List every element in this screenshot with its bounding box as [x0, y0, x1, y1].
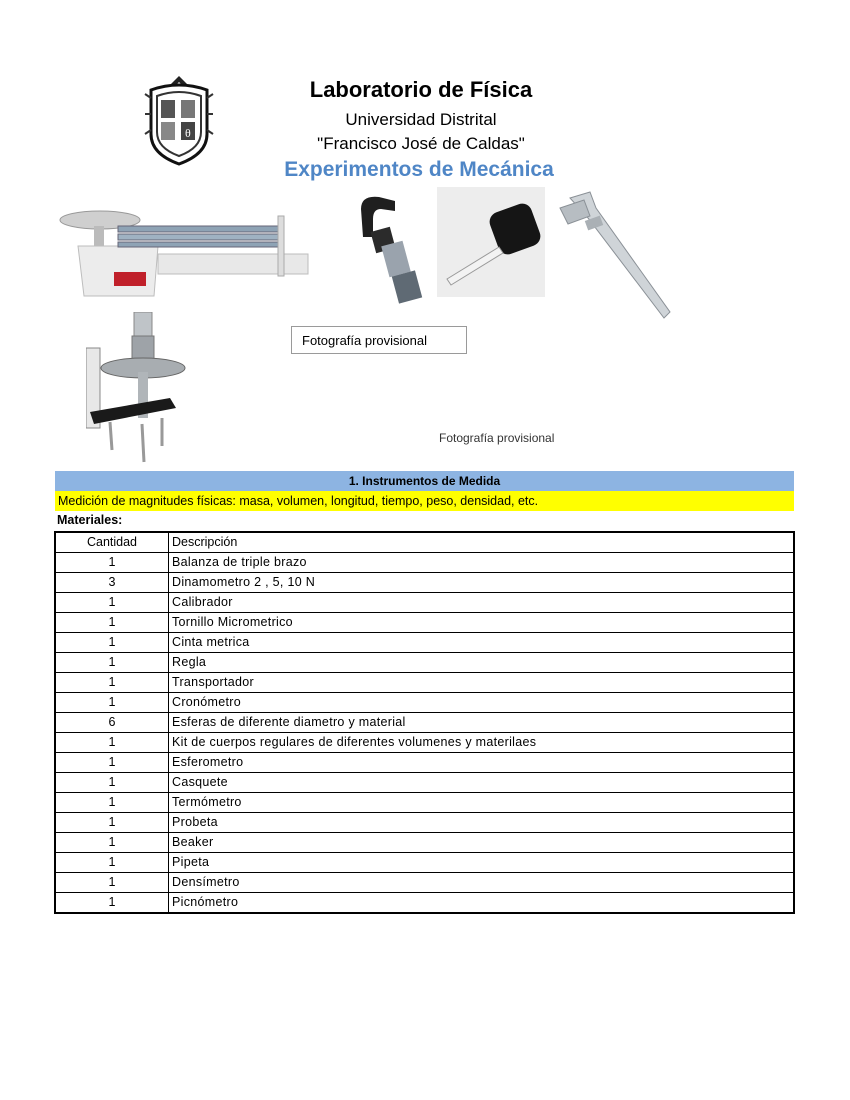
table-row — [55, 553, 794, 573]
quantity-cell: 1 — [55, 873, 169, 893]
table-row — [55, 713, 794, 733]
description-cell: Cinta metrica — [169, 633, 795, 653]
table-row — [55, 573, 794, 593]
table-row — [55, 793, 794, 813]
table-row — [55, 653, 794, 673]
table-row — [55, 773, 794, 793]
description-cell: Beaker — [169, 833, 795, 853]
table-row — [55, 733, 794, 753]
description-cell: Dinamometro 2 , 5, 10 N — [169, 573, 795, 593]
page-title: Laboratorio de Física — [309, 77, 533, 102]
quantity-cell: 1 — [55, 673, 169, 693]
quantity-cell: 3 — [55, 573, 169, 593]
quantity-cell: 1 — [55, 553, 169, 573]
table-row — [55, 673, 794, 693]
micrometer-image — [355, 193, 435, 307]
quantity-cell: 1 — [55, 693, 169, 713]
quantity-cell: 1 — [55, 893, 169, 914]
description-cell: Casquete — [169, 773, 795, 793]
quantity-cell: 1 — [55, 813, 169, 833]
quantity-cell: 1 — [55, 593, 169, 613]
table-row — [55, 753, 794, 773]
table-row — [55, 893, 794, 914]
university-line: Universidad Distrital — [345, 110, 497, 129]
caliper-image — [556, 188, 684, 322]
description-cell: Balanza de triple brazo — [169, 553, 795, 573]
quantity-cell: 1 — [55, 833, 169, 853]
quantity-cell: 1 — [55, 653, 169, 673]
quantity-cell: 1 — [55, 733, 169, 753]
column-header-quantity: Cantidad — [55, 532, 169, 553]
materials-label: Materiales: — [57, 513, 123, 527]
table-row — [55, 613, 794, 633]
table-header-row — [55, 532, 794, 553]
description-cell: Regla — [169, 653, 795, 673]
table-row — [55, 873, 794, 893]
quantity-cell: 1 — [55, 773, 169, 793]
description-cell: Picnómetro — [169, 893, 795, 914]
quantity-cell: 1 — [55, 633, 169, 653]
spherometer-image — [86, 312, 186, 466]
table-row — [55, 813, 794, 833]
table-row — [55, 693, 794, 713]
table-row — [55, 833, 794, 853]
table-row — [55, 853, 794, 873]
description-cell: Calibrador — [169, 593, 795, 613]
section-description: Medición de magnitudes físicas: masa, volumen, longitud, tiempo, peso, densidad, etc. — [55, 491, 794, 511]
description-cell: Termómetro — [169, 793, 795, 813]
column-header-description: Descripción — [169, 532, 795, 553]
university-name-line: "Francisco José de Caldas" — [317, 134, 525, 153]
photo-placeholder-box: Fotografía provisional — [291, 326, 467, 354]
description-cell: Esferas de diferente diametro y material — [169, 713, 795, 733]
description-cell: Esferometro — [169, 753, 795, 773]
svg-text:θ: θ — [185, 126, 191, 140]
quantity-cell: 1 — [55, 753, 169, 773]
quantity-cell: 6 — [55, 713, 169, 733]
materials-table — [54, 531, 795, 914]
quantity-cell: 1 — [55, 793, 169, 813]
description-cell: Pipeta — [169, 853, 795, 873]
description-cell: Tornillo Micrometrico — [169, 613, 795, 633]
description-cell: Kit de cuerpos regulares de diferentes volumenes y materilaes — [169, 733, 795, 753]
description-cell: Transportador — [169, 673, 795, 693]
quantity-cell: 1 — [55, 853, 169, 873]
measuring-tape-image — [437, 187, 545, 297]
experiments-subtitle: Experimentos de Mecánica — [284, 158, 554, 181]
section-header: 1. Instrumentos de Medida — [55, 471, 794, 491]
quantity-cell: 1 — [55, 613, 169, 633]
description-cell: Probeta — [169, 813, 795, 833]
triple-beam-balance-image — [58, 206, 312, 306]
photo-placeholder-caption: Fotografía provisional — [439, 431, 555, 445]
table-row — [55, 633, 794, 653]
table-row — [55, 593, 794, 613]
description-cell: Densímetro — [169, 873, 795, 893]
description-cell: Cronómetro — [169, 693, 795, 713]
